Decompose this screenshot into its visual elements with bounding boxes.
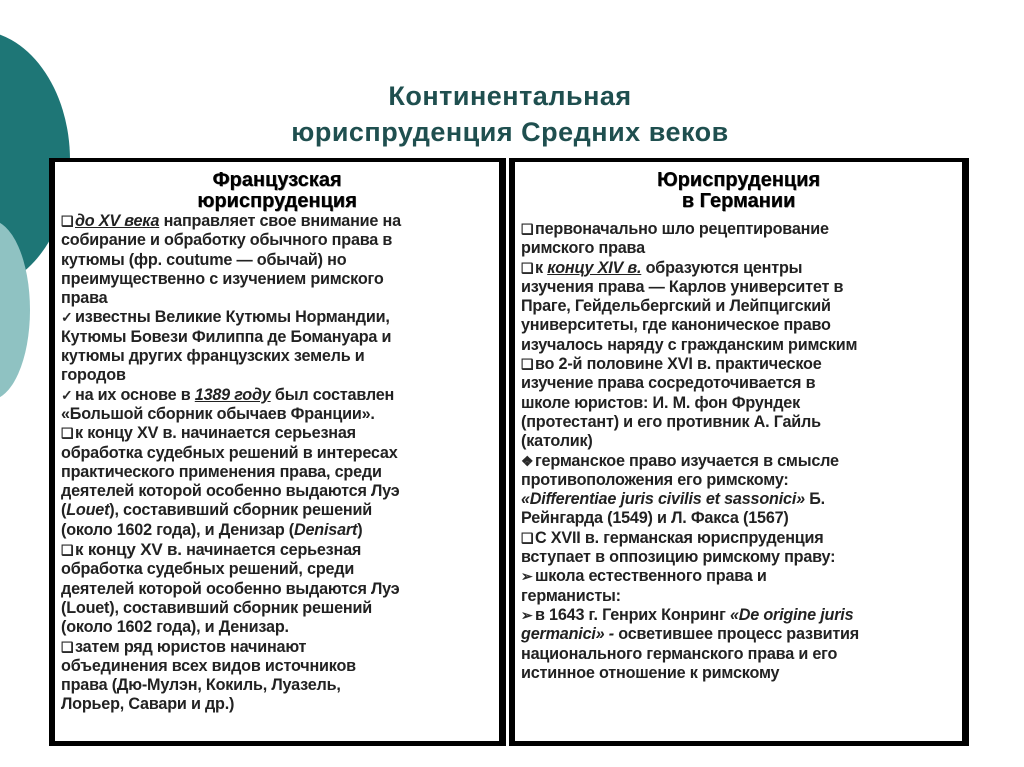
right-p1-text: первоначально шло рецептирование римского права [521,220,829,258]
left-p3-pre: на их основе в [75,385,195,404]
left-paragraph-2 [61,308,493,385]
left-paragraph-5 [61,540,493,637]
right-p4-work: «Differentiae juris civilis et sassonici» [521,490,805,509]
square-bullet-icon: ❑ [61,213,74,229]
square-bullet-icon: ❑ [61,542,74,559]
left-p1-lead: до XV века [75,212,160,230]
left-p4-end: ) [357,520,363,539]
right-paragraph-3 [521,355,956,451]
left-column-heading [55,170,499,212]
left-heading-line-2: юриспруденция [197,190,357,212]
right-p7-post: осветившее процесс развития национального германского права и его истинное отношение к римскому [521,625,860,682]
right-p4-pre: германское право изучается в смысле противоположения его римскому: [521,451,839,489]
right-column-heading [515,170,962,212]
right-paragraph-5 [521,529,956,568]
left-p3-year: 1389 году [194,385,271,404]
square-bullet-icon: ❑ [61,425,74,442]
left-p3-post: был составлен «Большой сборник обычаев Франции». [61,385,395,423]
right-heading-line-1: Юриспруденция [656,169,821,191]
right-heading-line-2: в Германии [681,190,796,212]
german-jurisprudence-column [513,160,964,743]
left-column-body [55,212,499,715]
right-column-body [515,220,962,683]
right-p7-work: «De origine juris germanici» - [521,605,854,644]
left-paragraph-3 [61,386,493,425]
right-paragraph-4 [521,452,956,529]
check-bullet-icon: ✓ [61,309,73,326]
left-p6-text: затем ряд юристов начинают объединения всех видов источников права (Дю-Мулэн, Кокиль, Луазель, Лорьер, Савари и др.) [61,637,356,714]
right-p6-text: школа естественного права и германисты: [521,567,767,605]
arrow-bullet-icon: ➢ [521,568,533,585]
left-p5-lead: к концу XV в. [75,540,182,560]
diamond-bullet-icon: ❖ [521,452,534,469]
left-p5-text: начинается серьезная обработка судебных решений, среди деятелей которой особенно выдаются Луэ (Louet), составивший сборник решений (около 1602 года), и Денизар. [61,541,400,637]
right-p7-pre: в 1643 г. Генрих Конринг [535,605,730,624]
right-p2-text: образуются центры изучения права — Карлов университет в Праге, Гейдельбергский и Лейпцигский университеты, где каноническое право изучалось наряду с гражданским римским [521,258,858,354]
right-p4-post: Б. Рейнгарда (1549) и Л. Факса (1567) [521,490,825,528]
check-bullet-icon: ✓ [61,386,73,403]
square-bullet-icon: ❑ [521,356,534,373]
right-p5-text: С XVII в. германская юриспруденция вступает в оппозицию римскому праву: [521,528,836,567]
square-bullet-icon: ❑ [521,529,534,546]
left-paragraph-4 [61,424,493,540]
left-p4-name1: Louet [66,501,110,520]
right-paragraph-1 [521,220,956,259]
right-p3-text: во 2-й половине XVI в. практическое изучение права сосредоточивается в школе юристов: И. М. фон Фрундек (протестант) и его противник А. Гайль (католик) [521,355,822,451]
right-paragraph-7 [521,606,956,683]
left-p1-text: направляет свое внимание на собирание и обработку обычного права в кутюмы (фр. coutume — обычай) но преимущественно с изучением римского права [61,212,401,308]
left-paragraph-6 [61,638,493,715]
left-heading-line-1: Французская [212,169,342,191]
right-p2-lead: концу XIV в. [547,258,642,277]
square-bullet-icon: ❑ [521,259,534,276]
left-paragraph-1 [61,212,493,308]
french-jurisprudence-column [53,160,501,743]
title-line-2: юриспруденция Средних веков [291,117,729,147]
left-p2-text: известны Великие Кутюмы Нормандии, Кутюмы Бовези Филиппа де Бомануара и кутюмы других французских земель и городов [61,308,392,385]
right-paragraph-2 [521,259,956,355]
slide-title [230,78,790,150]
title-line-1: Континентальная [388,81,632,111]
left-p4-pre: к концу XV в. начинается серьезная обработка судебных решений в интересах практического применения права, среди деятелей которой особенно выдаются Луэ ( [61,424,400,520]
right-paragraph-6 [521,567,956,606]
left-p4-name2: Denisart [294,520,358,539]
right-p2-pre: к [535,258,548,277]
left-p4-mid: ), составивший сборник решений (около 1602 года), и Денизар ( [61,501,372,539]
square-bullet-icon: ❑ [521,221,534,237]
square-bullet-icon: ❑ [61,638,74,655]
arrow-bullet-icon: ➢ [521,606,533,623]
